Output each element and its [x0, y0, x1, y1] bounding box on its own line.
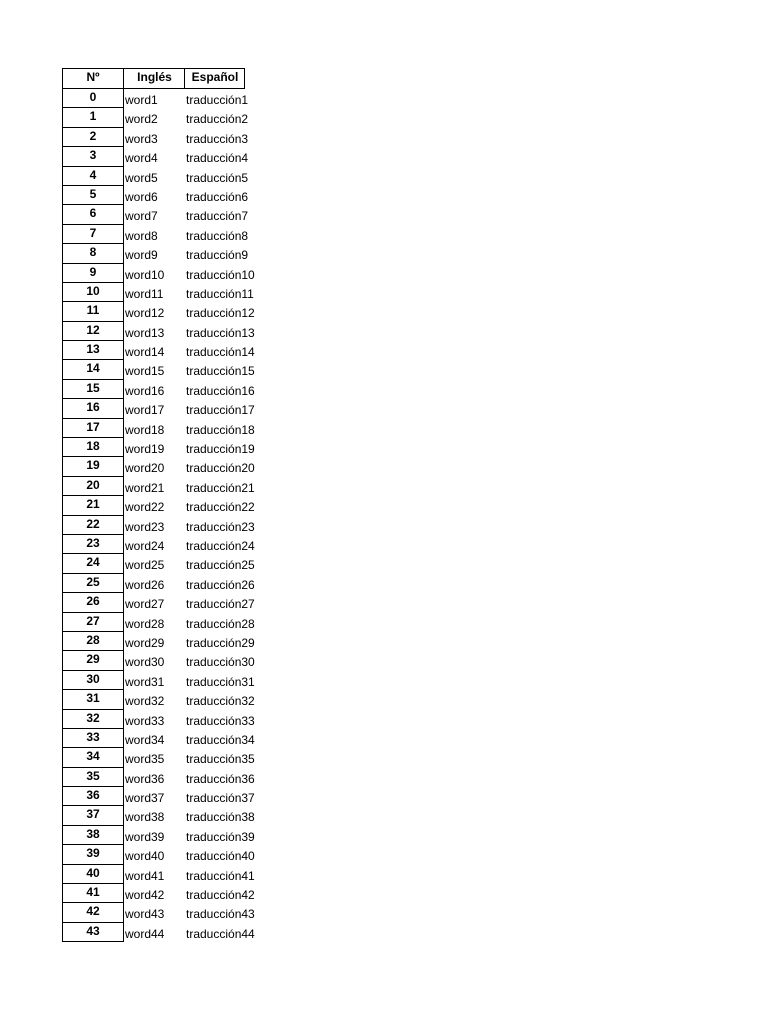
- spanish-translation-cell[interactable]: traducción34: [186, 732, 255, 747]
- table-row: [62, 516, 265, 535]
- spanish-translation-cell[interactable]: traducción30: [186, 655, 255, 670]
- english-word-cell[interactable]: word6: [125, 189, 158, 204]
- spanish-translation-cell[interactable]: traducción1: [186, 93, 249, 107]
- spanish-translation-cell[interactable]: traducción4: [186, 151, 249, 166]
- row-number-cell[interactable]: 1: [62, 108, 124, 127]
- spanish-translation-cell[interactable]: traducción6: [186, 189, 249, 204]
- table-row: [62, 302, 265, 321]
- table-row: [62, 787, 265, 806]
- row-number-cell[interactable]: 3: [62, 147, 124, 166]
- spanish-translation-cell[interactable]: traducción3: [186, 131, 249, 146]
- table-row: [62, 903, 265, 922]
- row-number-cell[interactable]: 30: [62, 671, 124, 690]
- spanish-translation-cell[interactable]: traducción7: [186, 209, 249, 224]
- table-row: [62, 748, 265, 767]
- table-row: [62, 147, 265, 166]
- spanish-translation-cell[interactable]: traducción17: [186, 403, 255, 418]
- row-number-cell[interactable]: 29: [62, 651, 124, 670]
- row-number-cell[interactable]: 15: [62, 380, 124, 399]
- table-row: [62, 128, 265, 147]
- table-row: [62, 399, 265, 418]
- table-row: [62, 690, 265, 709]
- table-row: [62, 884, 265, 903]
- row-number-cell[interactable]: 36: [62, 787, 124, 806]
- spanish-translation-cell[interactable]: traducción22: [186, 500, 255, 515]
- english-word-cell[interactable]: word39: [125, 829, 165, 844]
- table-row: [62, 923, 265, 942]
- header-english[interactable]: Inglés: [124, 68, 185, 89]
- english-word-cell[interactable]: word31: [125, 674, 165, 689]
- spanish-translation-cell[interactable]: traducción26: [186, 577, 255, 592]
- spanish-translation-cell[interactable]: traducción32: [186, 694, 255, 709]
- row-number-cell[interactable]: 4: [62, 167, 124, 186]
- table-row: [62, 225, 265, 244]
- row-number-cell[interactable]: 0: [62, 89, 124, 108]
- english-word-cell[interactable]: word15: [125, 364, 165, 379]
- spanish-translation-cell[interactable]: traducción44: [186, 926, 255, 941]
- english-word-cell[interactable]: word26: [125, 577, 165, 592]
- english-word-cell[interactable]: word40: [125, 849, 165, 864]
- row-number-cell[interactable]: 23: [62, 535, 124, 554]
- row-number-cell[interactable]: 7: [62, 225, 124, 244]
- table-row: [62, 865, 265, 884]
- row-number-cell[interactable]: 13: [62, 341, 124, 360]
- spanish-translation-cell[interactable]: traducción23: [186, 519, 255, 534]
- row-number-cell[interactable]: 22: [62, 516, 124, 535]
- english-word-cell[interactable]: word33: [125, 713, 165, 728]
- table-row: [62, 244, 265, 263]
- row-number-cell[interactable]: 18: [62, 438, 124, 457]
- english-word-cell[interactable]: word25: [125, 558, 165, 573]
- english-word-cell[interactable]: word13: [125, 325, 165, 340]
- english-word-cell[interactable]: word36: [125, 771, 165, 786]
- row-number-cell[interactable]: 11: [62, 302, 124, 321]
- table-row: [62, 613, 265, 632]
- table-row: [62, 419, 265, 438]
- row-number-cell[interactable]: 2: [62, 128, 124, 147]
- spanish-translation-cell[interactable]: traducción16: [186, 383, 255, 398]
- english-word-cell[interactable]: word5: [125, 170, 158, 185]
- spanish-translation-cell[interactable]: traducción5: [186, 170, 249, 185]
- spanish-translation-cell[interactable]: traducción33: [186, 713, 255, 728]
- english-word-cell[interactable]: word38: [125, 810, 165, 825]
- english-word-cell[interactable]: word27: [125, 597, 165, 612]
- row-number-cell[interactable]: 39: [62, 845, 124, 864]
- english-word-cell[interactable]: word9: [125, 248, 158, 263]
- table-row: [62, 89, 265, 108]
- table-row: [62, 535, 265, 554]
- table-row: [62, 806, 265, 825]
- row-number-cell[interactable]: 38: [62, 826, 124, 845]
- table-header-row: [62, 68, 265, 89]
- table-row: [62, 264, 265, 283]
- table-row: [62, 729, 265, 748]
- vocabulary-table: [62, 68, 265, 942]
- row-number-cell[interactable]: 25: [62, 574, 124, 593]
- table-row: [62, 341, 265, 360]
- english-word-cell[interactable]: word43: [125, 907, 165, 922]
- spanish-translation-cell[interactable]: traducción8: [186, 228, 249, 243]
- table-row: [62, 845, 265, 864]
- english-word-cell[interactable]: word28: [125, 616, 165, 631]
- row-number-cell[interactable]: 42: [62, 903, 124, 922]
- spanish-translation-cell[interactable]: traducción12: [186, 306, 255, 321]
- spanish-translation-cell[interactable]: traducción38: [186, 810, 255, 825]
- row-number-cell[interactable]: 9: [62, 264, 124, 283]
- english-word-cell[interactable]: word2: [125, 112, 158, 127]
- english-word-cell[interactable]: word20: [125, 461, 165, 476]
- spanish-translation-cell[interactable]: traducción13: [186, 325, 255, 340]
- table-row: [62, 457, 265, 476]
- table-row: [62, 574, 265, 593]
- spanish-translation-cell[interactable]: traducción41: [186, 868, 255, 883]
- spanish-translation-cell[interactable]: traducción20: [186, 461, 255, 476]
- spanish-translation-cell[interactable]: traducción2: [186, 112, 249, 127]
- english-word-cell[interactable]: word11: [125, 286, 164, 301]
- row-number-cell[interactable]: 19: [62, 457, 124, 476]
- spanish-translation-cell[interactable]: traducción11: [186, 286, 254, 301]
- table-row: [62, 593, 265, 612]
- table-row: [62, 554, 265, 573]
- table-row: [62, 205, 265, 224]
- spanish-translation-cell[interactable]: traducción43: [186, 907, 255, 922]
- english-word-cell[interactable]: word21: [125, 480, 165, 495]
- english-word-cell[interactable]: word37: [125, 791, 165, 806]
- english-word-cell[interactable]: word17: [125, 403, 165, 418]
- spanish-translation-cell[interactable]: traducción36: [186, 771, 255, 786]
- table-row: [62, 477, 265, 496]
- table-row: [62, 671, 265, 690]
- spanish-translation-cell[interactable]: traducción29: [186, 635, 255, 650]
- row-number-cell[interactable]: 28: [62, 632, 124, 651]
- spanish-translation-cell[interactable]: traducción35: [186, 752, 255, 767]
- english-word-cell[interactable]: word7: [125, 209, 158, 224]
- spanish-translation-cell[interactable]: traducción37: [186, 791, 255, 806]
- english-word-cell[interactable]: word42: [125, 888, 165, 903]
- row-number-cell[interactable]: 43: [62, 923, 124, 942]
- spanish-translation-cell[interactable]: traducción14: [186, 345, 255, 360]
- spanish-translation-cell[interactable]: traducción19: [186, 442, 255, 457]
- english-word-cell[interactable]: word30: [125, 655, 165, 670]
- spanish-translation-cell[interactable]: traducción28: [186, 616, 255, 631]
- english-word-cell[interactable]: word44: [125, 926, 165, 941]
- english-word-cell[interactable]: word24: [125, 538, 165, 553]
- english-word-cell[interactable]: word32: [125, 694, 165, 709]
- spanish-translation-cell[interactable]: traducción24: [186, 538, 255, 553]
- spanish-translation-cell[interactable]: traducción15: [186, 364, 255, 379]
- table-row: [62, 632, 265, 651]
- row-number-cell[interactable]: 17: [62, 419, 124, 438]
- english-word-cell[interactable]: word4: [125, 151, 158, 166]
- english-word-cell[interactable]: word1: [125, 93, 158, 107]
- spanish-translation-cell[interactable]: traducción42: [186, 888, 255, 903]
- table-row: [62, 108, 265, 127]
- row-number-cell[interactable]: 10: [62, 283, 124, 302]
- row-number-cell[interactable]: 14: [62, 360, 124, 379]
- table-row: [62, 651, 265, 670]
- english-word-cell[interactable]: word14: [125, 345, 165, 360]
- row-number-cell[interactable]: 20: [62, 477, 124, 496]
- table-row: [62, 322, 265, 341]
- row-number-cell[interactable]: 34: [62, 748, 124, 767]
- table-row: [62, 167, 265, 186]
- spanish-translation-cell[interactable]: traducción10: [186, 267, 255, 282]
- row-number-cell[interactable]: 21: [62, 496, 124, 515]
- english-word-cell[interactable]: word19: [125, 442, 165, 457]
- table-row: [62, 826, 265, 845]
- english-word-cell[interactable]: word29: [125, 635, 165, 650]
- table-row: [62, 283, 265, 302]
- spanish-translation-cell[interactable]: traducción39: [186, 829, 255, 844]
- row-number-cell[interactable]: 41: [62, 884, 124, 903]
- spanish-translation-cell[interactable]: traducción9: [186, 248, 249, 263]
- english-word-cell[interactable]: word23: [125, 519, 165, 534]
- header-spanish[interactable]: Español: [185, 68, 245, 89]
- row-number-cell[interactable]: 26: [62, 593, 124, 612]
- spanish-translation-cell[interactable]: traducción21: [186, 480, 255, 495]
- row-number-cell[interactable]: 16: [62, 399, 124, 418]
- table-body: [62, 89, 265, 942]
- spanish-translation-cell[interactable]: traducción25: [186, 558, 255, 573]
- row-number-cell[interactable]: 5: [62, 186, 124, 205]
- row-number-cell[interactable]: 37: [62, 806, 124, 825]
- english-word-cell[interactable]: word10: [125, 267, 165, 282]
- spanish-translation-cell[interactable]: traducción31: [186, 674, 255, 689]
- row-number-cell[interactable]: 31: [62, 690, 124, 709]
- row-number-cell[interactable]: 12: [62, 322, 124, 341]
- spanish-translation-cell[interactable]: traducción40: [186, 849, 255, 864]
- english-word-cell[interactable]: word16: [125, 383, 165, 398]
- row-number-cell[interactable]: 6: [62, 205, 124, 224]
- spanish-translation-cell[interactable]: traducción27: [186, 597, 255, 612]
- english-word-cell[interactable]: word41: [125, 868, 165, 883]
- english-word-cell[interactable]: word34: [125, 732, 165, 747]
- english-word-cell[interactable]: word35: [125, 752, 165, 767]
- table-row: [62, 496, 265, 515]
- table-row: [62, 710, 265, 729]
- row-number-cell[interactable]: 8: [62, 244, 124, 263]
- table-row: [62, 768, 265, 787]
- header-number[interactable]: Nº: [62, 68, 124, 89]
- english-word-cell[interactable]: word22: [125, 500, 165, 515]
- english-word-cell[interactable]: word18: [125, 422, 165, 437]
- row-number-cell[interactable]: 32: [62, 710, 124, 729]
- spanish-translation-cell[interactable]: traducción18: [186, 422, 255, 437]
- english-word-cell[interactable]: word3: [125, 131, 158, 146]
- table-row: [62, 438, 265, 457]
- row-number-cell[interactable]: 33: [62, 729, 124, 748]
- table-row: [62, 380, 265, 399]
- english-word-cell[interactable]: word12: [125, 306, 165, 321]
- row-number-cell[interactable]: 24: [62, 554, 124, 573]
- english-word-cell[interactable]: word8: [125, 228, 158, 243]
- row-number-cell[interactable]: 35: [62, 768, 124, 787]
- row-number-cell[interactable]: 40: [62, 865, 124, 884]
- table-row: [62, 360, 265, 379]
- table-row: [62, 186, 265, 205]
- row-number-cell[interactable]: 27: [62, 613, 124, 632]
